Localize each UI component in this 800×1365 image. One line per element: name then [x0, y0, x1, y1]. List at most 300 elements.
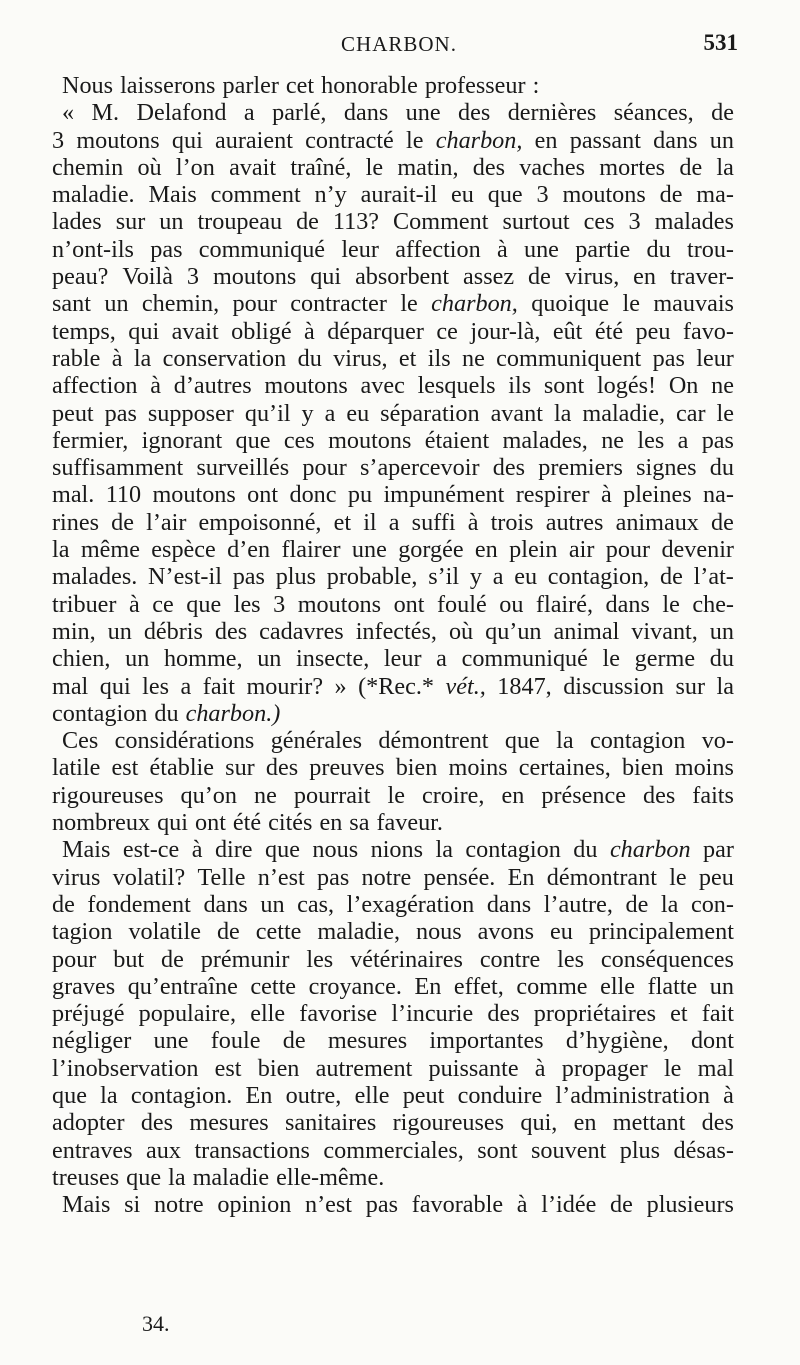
word: la [553, 399, 572, 427]
word: des [265, 754, 299, 782]
word: ce [152, 590, 174, 618]
word: pourrait [293, 781, 371, 809]
word: pas [150, 235, 183, 263]
word: empoisonné, [198, 508, 322, 536]
word: Mais [148, 181, 197, 209]
text-line [52, 290, 734, 317]
word: vét., [445, 672, 486, 700]
word: un [125, 645, 150, 673]
word: moutons [212, 263, 297, 291]
word: des [492, 454, 525, 482]
word: de [161, 945, 184, 973]
word: 1847, [497, 672, 552, 700]
text-line [52, 318, 734, 345]
word: « [62, 99, 75, 127]
word: cités [268, 809, 313, 837]
word: propager [561, 1054, 648, 1082]
word: un [107, 617, 132, 645]
word: eu [550, 918, 573, 946]
word: nous [415, 918, 462, 946]
word: traver- [669, 263, 734, 291]
word: min, [52, 617, 96, 645]
word: mesures [327, 1027, 408, 1055]
word: 3 [273, 590, 286, 618]
word: que [265, 836, 300, 864]
text-line [52, 1164, 734, 1191]
word: l’idée [541, 1191, 597, 1219]
word: probable, [326, 563, 418, 591]
word: étaient [424, 426, 490, 454]
word: aux [146, 1136, 181, 1164]
word: n’y [314, 181, 347, 209]
word: du [573, 836, 598, 864]
word: signes [636, 454, 697, 482]
word: logés! [596, 372, 657, 400]
word: cadavres [259, 617, 344, 645]
word: foule [210, 1027, 261, 1055]
word: communiqué [461, 645, 588, 673]
word: même [80, 536, 140, 564]
word: but [113, 945, 145, 973]
word: de [610, 1191, 633, 1219]
text-line [52, 154, 734, 181]
word: à [129, 590, 140, 618]
word: que [235, 426, 271, 454]
word: avait [171, 317, 219, 345]
text-line [52, 345, 734, 372]
word: Mais [62, 836, 111, 864]
word: où [137, 153, 162, 181]
word: partie [575, 235, 631, 263]
word: entraves [52, 1136, 133, 1164]
word: qui [310, 263, 342, 291]
word: contracter [290, 290, 387, 318]
word: malades. [52, 563, 138, 591]
word: des [458, 99, 491, 127]
word: ne [711, 372, 734, 400]
word: fait [701, 1000, 734, 1028]
word: contre [479, 945, 541, 973]
word: le [662, 590, 680, 618]
running-title: CHARBON. [341, 32, 457, 56]
word: les [233, 590, 261, 618]
text-line [52, 454, 734, 481]
word: plein [509, 536, 558, 564]
word: latile [52, 754, 101, 782]
word: nombreux [52, 809, 151, 837]
word: professeur [424, 72, 526, 99]
word: maladie [192, 1163, 270, 1191]
word: infectés, [355, 617, 437, 645]
word: préjugé [52, 1000, 125, 1028]
text-line [52, 1000, 734, 1027]
word: fait [202, 672, 235, 700]
word: est [214, 1054, 242, 1082]
text-line [52, 727, 734, 754]
word: volatil? [112, 863, 186, 891]
word: honorable [321, 72, 418, 99]
word: bien [257, 1054, 300, 1082]
word: charbon [609, 836, 691, 864]
word: 3 [628, 208, 641, 236]
word: et [333, 508, 352, 536]
word: nions [370, 836, 424, 864]
word: M. [91, 99, 120, 127]
word: le [716, 399, 734, 427]
word: le [602, 645, 620, 673]
word: est-ce [122, 836, 180, 864]
word: commerciales, [323, 1136, 464, 1164]
word: pensée. [423, 863, 496, 891]
word: tagion [52, 918, 113, 946]
word: comment [210, 181, 301, 209]
text-line [52, 536, 734, 563]
word: été [232, 809, 262, 837]
word: le [406, 126, 424, 154]
word: En [245, 1081, 273, 1109]
word: communiqué [198, 235, 326, 263]
word: en [474, 536, 498, 564]
word: germe [634, 645, 696, 673]
text-line [52, 754, 734, 781]
page-header [60, 30, 738, 60]
word: démontrent [378, 727, 489, 755]
word: que [487, 181, 523, 209]
text-line [52, 208, 734, 235]
word: en [501, 781, 525, 809]
word: du [709, 454, 734, 482]
word: a [436, 645, 447, 673]
word: devenir [661, 536, 734, 564]
word: établie [149, 754, 215, 782]
word: considérations [114, 727, 255, 755]
word: à [534, 1054, 546, 1082]
word: ne [254, 781, 277, 809]
word: contagion [52, 699, 148, 727]
word: que [186, 590, 222, 618]
word: ils [508, 372, 532, 400]
word: la [556, 727, 574, 755]
word: la [716, 672, 734, 700]
text-line [52, 563, 734, 590]
word: homme, [163, 645, 243, 673]
word: a [492, 563, 504, 591]
word: surveillés [196, 454, 290, 482]
word: de [528, 263, 551, 291]
word: démontrant [546, 863, 657, 891]
word: charbon, [431, 290, 518, 318]
word: sur [225, 754, 255, 782]
word: 110 [105, 481, 142, 509]
word: n’est [305, 1191, 353, 1219]
word: bien [621, 754, 664, 782]
text-line [52, 509, 734, 536]
word: le [663, 1054, 682, 1082]
word: avait [229, 153, 277, 181]
word: graves [52, 972, 116, 1000]
word: du [154, 699, 179, 727]
word: treuses [52, 1163, 120, 1191]
word: cette [250, 972, 297, 1000]
word: elle [600, 972, 636, 1000]
word: pas [317, 863, 350, 891]
word: la [716, 153, 734, 181]
word: l’inobservation [52, 1054, 199, 1082]
word: est [111, 754, 139, 782]
word: chien, [52, 645, 111, 673]
word: na- [703, 481, 734, 509]
word: à [111, 344, 123, 372]
word: preuves [309, 754, 385, 782]
word: que [52, 1081, 87, 1109]
word: la [435, 836, 453, 864]
word: passant [569, 126, 641, 154]
word: à [600, 481, 612, 509]
word: opinion [217, 1191, 292, 1219]
word: contagion [589, 727, 686, 755]
word: contagion [465, 836, 561, 864]
word: jour-là, [470, 317, 541, 345]
word: Voilà [122, 263, 173, 291]
word: avant [490, 399, 543, 427]
word: affection [52, 372, 138, 400]
word: du [297, 344, 322, 372]
word: en [573, 1109, 597, 1137]
text-line [52, 591, 734, 618]
word: plusieurs [646, 1191, 734, 1219]
word: contagion. [130, 1081, 233, 1109]
word: d’en [227, 536, 271, 564]
word: sa [349, 809, 370, 837]
word: auraient [215, 126, 293, 154]
word: N’est-il [148, 563, 222, 591]
word: tribuer [52, 590, 117, 618]
word: déparquer [327, 317, 424, 345]
word: dans [653, 126, 698, 154]
word: a [388, 508, 400, 536]
word: de [52, 890, 75, 918]
word: favorise [299, 1000, 378, 1028]
word: les [557, 945, 585, 973]
word: absorbent [355, 263, 450, 291]
word: prémunir [200, 945, 290, 973]
word: Delafond [136, 99, 227, 127]
word: y [469, 563, 482, 591]
word: : [532, 72, 540, 99]
word: favorable [411, 1191, 504, 1219]
word: croyance. [308, 972, 402, 1000]
word: les [306, 945, 334, 973]
word: ma- [696, 181, 734, 209]
word: certaines, [518, 754, 611, 782]
word: dire [214, 836, 253, 864]
word: été [594, 317, 624, 345]
word: en [534, 126, 558, 154]
word: importantes [429, 1027, 544, 1055]
word: charbon.) [185, 699, 281, 727]
word: contagion, [547, 563, 650, 591]
word: a [677, 426, 689, 454]
word: un [709, 617, 734, 645]
word: le [400, 290, 418, 318]
word: croire, [422, 781, 485, 809]
word: des [701, 1109, 734, 1137]
word: dont [690, 1027, 734, 1055]
word: volatile [128, 918, 201, 946]
body-text [52, 72, 734, 1218]
word: un [104, 290, 129, 318]
word: a [324, 399, 336, 427]
word: malades, [502, 426, 588, 454]
word: dernières [507, 99, 597, 127]
text-line [52, 918, 734, 945]
word: dans [605, 590, 650, 618]
word: qui [99, 672, 131, 700]
word: peut [402, 1081, 445, 1109]
word: elle-même. [276, 1163, 385, 1191]
word: fermier, [52, 426, 129, 454]
word: nous [312, 836, 359, 864]
word: troupeau [197, 208, 283, 236]
word: où [448, 617, 474, 645]
word: sont [543, 372, 585, 400]
word: air [568, 536, 595, 564]
word: donc [289, 481, 337, 509]
word: fondement [87, 890, 191, 918]
word: pour [302, 454, 347, 482]
word: moutons [562, 181, 646, 209]
word: bien [395, 754, 438, 782]
word: maladie, [582, 399, 665, 427]
word: pas [104, 399, 137, 427]
word: des [140, 1109, 174, 1137]
text-line [52, 1082, 734, 1109]
word: du [709, 645, 734, 673]
text-line [52, 891, 734, 918]
word: ou [499, 590, 524, 618]
word: moins [674, 754, 734, 782]
word: vétérinaires [350, 945, 463, 973]
word: qui [157, 809, 188, 837]
word: assez [463, 263, 515, 291]
word: comme [516, 972, 588, 1000]
word: moutons [76, 126, 160, 154]
word: qu’on [180, 781, 237, 809]
word: moutons [264, 372, 348, 400]
word: autrement [315, 1054, 413, 1082]
word: le [622, 290, 640, 318]
word: communiquent [496, 344, 642, 372]
word: l’exagération [346, 890, 475, 918]
word: sur [675, 672, 706, 700]
word: pas [232, 563, 265, 591]
word: ignorant [141, 426, 223, 454]
word: qu’un [485, 617, 542, 645]
word: peu [698, 863, 734, 891]
word: 3 [52, 126, 65, 154]
word: faveur. [376, 809, 443, 837]
word: vivant, [631, 617, 698, 645]
word: notre [153, 1191, 204, 1219]
word: matin, [397, 153, 459, 181]
word: trois [490, 508, 534, 536]
word: de [296, 208, 319, 236]
word: mortes [599, 153, 666, 181]
word: traîné, [290, 153, 352, 181]
word: l’air [146, 508, 187, 536]
word: le [669, 863, 687, 891]
word: maladie. [52, 181, 135, 209]
page-number: 531 [703, 30, 738, 55]
word: n’ont-ils [52, 235, 134, 263]
word: à [496, 235, 508, 263]
word: pour [232, 290, 277, 318]
word: pas [652, 344, 685, 372]
word: eu [451, 181, 474, 209]
word: de [216, 918, 240, 946]
word: de [282, 1027, 306, 1055]
word: rigoureuses [52, 781, 164, 809]
word: d’hygiène, [565, 1027, 669, 1055]
word: et [398, 344, 417, 372]
word: qui, [520, 1109, 558, 1137]
word: a [243, 99, 255, 127]
text-line [52, 645, 734, 672]
word: un [257, 645, 282, 673]
word: foulé [437, 590, 487, 618]
word: y [301, 399, 314, 427]
word: dans [486, 890, 532, 918]
word: l’autre, [543, 890, 613, 918]
word: rines [52, 508, 100, 536]
word: ces [583, 208, 615, 236]
word: la [52, 536, 70, 564]
word: temps, [52, 317, 116, 345]
word: que [126, 1163, 162, 1191]
word: quoique [531, 290, 610, 318]
word: un [159, 208, 184, 236]
word: animaux [615, 508, 699, 536]
word: ces [283, 426, 315, 454]
word: virus [52, 863, 101, 891]
word: sanitaires [284, 1109, 377, 1137]
word: débris [143, 617, 203, 645]
word: mal. [52, 481, 95, 509]
word: surtout [502, 208, 570, 236]
word: parler [222, 72, 279, 99]
word: les [142, 672, 170, 700]
word: populaire, [138, 1000, 237, 1028]
word: cas, [297, 890, 335, 918]
word: Telle [197, 863, 246, 891]
word: un [709, 972, 734, 1000]
word: qu’entraîne [127, 972, 238, 1000]
word: les [637, 426, 665, 454]
word: insecte, [296, 645, 370, 673]
word: trou- [686, 235, 734, 263]
word: pour [52, 945, 97, 973]
word: impunément [383, 481, 505, 509]
word: laisserons [120, 72, 216, 99]
word: souvent [531, 1136, 607, 1164]
word: leur [696, 344, 734, 372]
word: flairé, [535, 590, 593, 618]
word: rigoureuses [392, 1109, 505, 1137]
word: cette [255, 918, 302, 946]
word: ce [436, 317, 458, 345]
word: supposer [147, 399, 234, 427]
word: une [523, 235, 559, 263]
